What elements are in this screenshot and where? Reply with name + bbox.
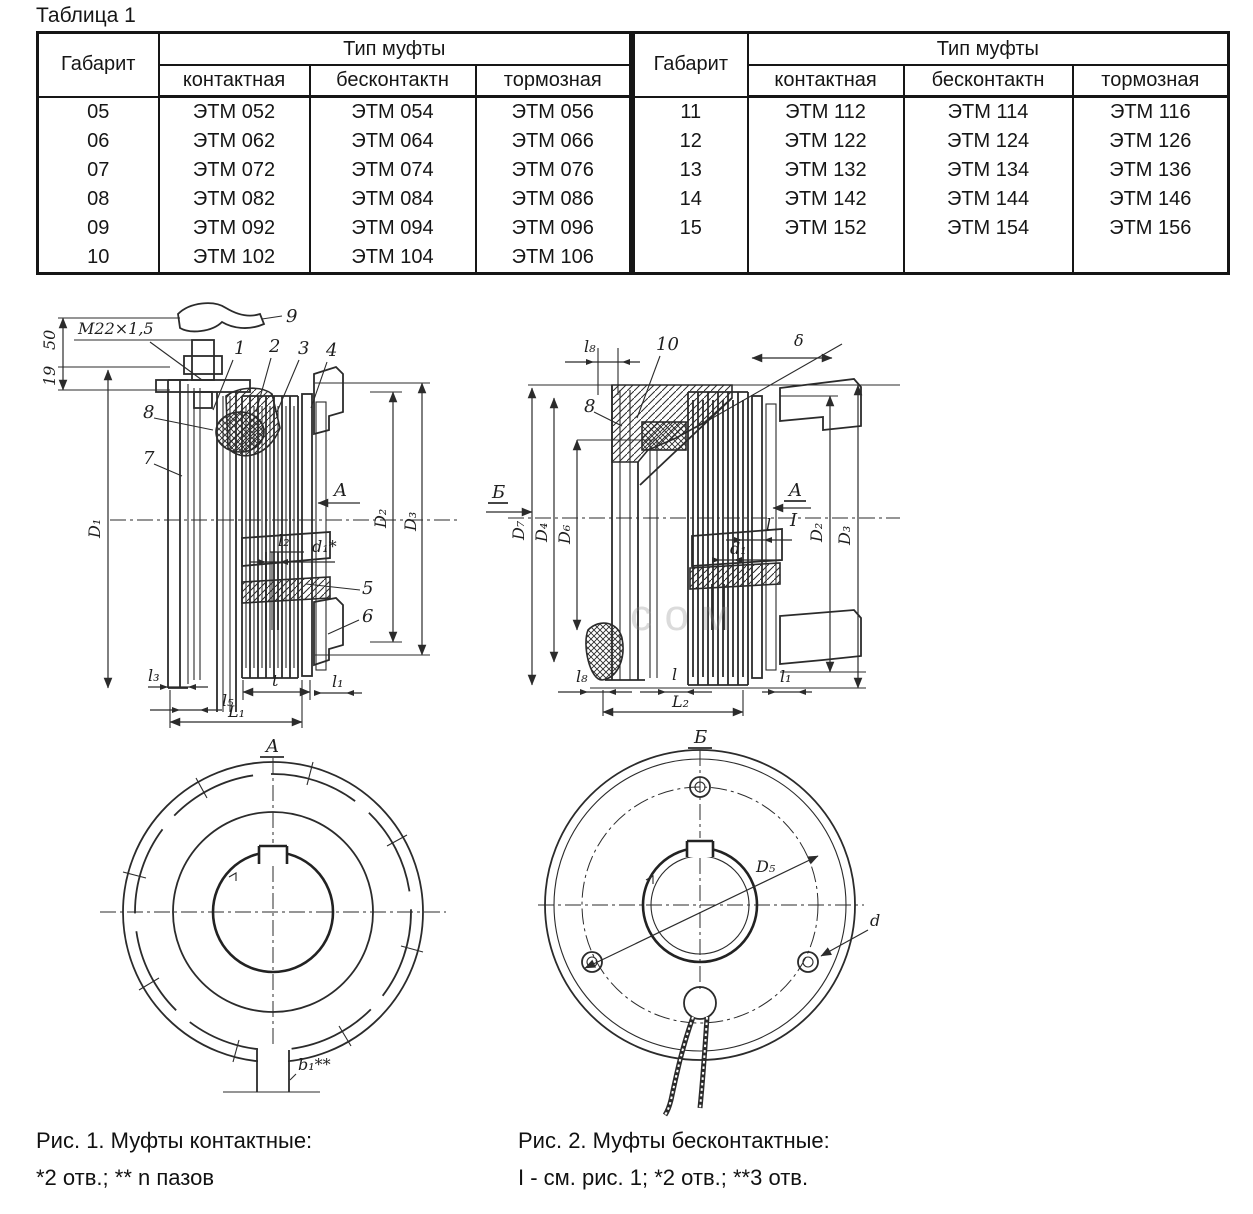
table-cell: ЭТМ 156 — [1073, 214, 1229, 243]
fig2-dim-D2: D₂ — [807, 522, 826, 542]
table-row — [38, 97, 631, 128]
fig1-callout-5: 5 — [362, 578, 374, 599]
col-header-gabarit: Габарит — [38, 33, 159, 97]
table-cell: 15 — [634, 214, 748, 243]
etm-table-right — [632, 31, 1230, 275]
table-cell: ЭТМ 136 — [1073, 156, 1229, 185]
fig1-thread-label: M22×1,5 — [78, 319, 154, 338]
figure-1-caption-line2: *2 отв.; ** n пазов — [36, 1165, 215, 1190]
table-cell: ЭТМ 154 — [904, 214, 1073, 243]
table-cell: ЭТМ 144 — [904, 185, 1073, 214]
fig2-dim-d: d — [870, 911, 881, 930]
fig1-dim-l3: l₃ — [148, 666, 160, 685]
fig1-callout-6: 6 — [362, 606, 374, 627]
fig2-callout-10: 10 — [656, 334, 679, 355]
table-row — [634, 97, 1229, 128]
fig1-callout-3: 3 — [298, 338, 310, 359]
fig2-dim-D6: D₆ — [555, 524, 574, 544]
table-cell: 14 — [634, 185, 748, 214]
watermark: сом — [630, 591, 744, 640]
table-row — [634, 185, 1229, 214]
table-cell: ЭТМ 104 — [310, 243, 476, 274]
fig2-dim-l-mid: l — [766, 515, 772, 534]
table-row — [38, 214, 631, 243]
fig1-view-a — [100, 736, 446, 1092]
col-header-type-group: Тип муфты — [748, 33, 1229, 66]
figure-1-caption-line1: Рис. 1. Муфты контактные: — [36, 1128, 313, 1153]
fig2-section-view — [486, 331, 900, 716]
fig1-dim-l1: l₁ — [332, 672, 344, 691]
table-row — [634, 127, 1229, 156]
fig1-dim-t: t — [272, 671, 279, 690]
fig1-dim-l2: l₂ — [278, 531, 290, 550]
figure-1-drawing — [30, 300, 470, 1115]
table-cell: ЭТМ 056 — [476, 97, 631, 128]
table-cell: ЭТМ 066 — [476, 127, 631, 156]
table-row — [634, 156, 1229, 185]
fig2-dim-D7: D₇ — [509, 520, 528, 540]
table-row — [38, 156, 631, 185]
fig2-view-b — [538, 727, 880, 1115]
table-row — [634, 214, 1229, 243]
fig1-callout-2: 2 — [269, 336, 281, 357]
fig2-view-b-label: Б — [694, 727, 708, 748]
table-row — [38, 243, 631, 274]
fig2-section-arrow-a: A — [789, 480, 802, 501]
table-cell — [748, 243, 904, 274]
fig1-dim-50: 50 — [40, 329, 59, 350]
table-cell: 11 — [634, 97, 748, 128]
table-cell: ЭТМ 074 — [310, 156, 476, 185]
fig1-callout-9: 9 — [286, 306, 298, 327]
fig1-section-arrow-a: A — [334, 480, 347, 501]
fig2-dim-D4: D₄ — [532, 522, 551, 542]
fig1-callout-8: 8 — [143, 402, 155, 423]
fig2-dim-L2: L₂ — [672, 692, 690, 711]
fig1-dim-D2: D₂ — [371, 508, 390, 528]
table-row — [634, 243, 1229, 274]
table-cell: ЭТМ 084 — [310, 185, 476, 214]
fig2-callout-8: 8 — [584, 396, 596, 417]
table-cell: 07 — [38, 156, 159, 185]
table-cell — [1073, 243, 1229, 274]
fig2-dim-l1: l₁ — [780, 667, 792, 686]
fig2-dim-l8-top: l₈ — [584, 337, 596, 356]
table-cell: ЭТМ 122 — [748, 127, 904, 156]
col-header-beskontaktn: бесконтактн — [310, 65, 476, 97]
table-row — [38, 127, 631, 156]
table-cell: ЭТМ 126 — [1073, 127, 1229, 156]
col-header-kontaktnaya: контактная — [159, 65, 310, 97]
table-cell: ЭТМ 134 — [904, 156, 1073, 185]
figure-2-caption — [518, 1122, 830, 1196]
table-cell: 06 — [38, 127, 159, 156]
table-cell: ЭТМ 124 — [904, 127, 1073, 156]
table-cell: ЭТМ 094 — [310, 214, 476, 243]
table-cell: ЭТМ 106 — [476, 243, 631, 274]
fig1-callout-1: 1 — [234, 338, 246, 359]
fig1-dim-D3: D₃ — [401, 511, 420, 531]
col-header-kontaktnaya: контактная — [748, 65, 904, 97]
table-cell: 10 — [38, 243, 159, 274]
fig1-view-a-label: A — [266, 736, 279, 757]
table-cell — [634, 243, 748, 274]
table-cell — [904, 243, 1073, 274]
table-cell: ЭТМ 152 — [748, 214, 904, 243]
table-cell: 05 — [38, 97, 159, 128]
table-cell: ЭТМ 064 — [310, 127, 476, 156]
fig1-dim-19: 19 — [40, 365, 59, 386]
table-cell: ЭТМ 062 — [159, 127, 310, 156]
etm-table-left — [36, 31, 632, 275]
etm-type-table — [36, 31, 1230, 275]
table-cell: ЭТМ 142 — [748, 185, 904, 214]
col-header-type-group: Тип муфты — [159, 33, 631, 66]
table-row — [38, 185, 631, 214]
table-cell: ЭТМ 092 — [159, 214, 310, 243]
fig2-dim-D3: D₃ — [835, 525, 854, 545]
fig1-section-view — [40, 303, 460, 728]
fig1-callout-7: 7 — [143, 448, 155, 469]
fig2-section-arrow-b: Б — [492, 482, 506, 503]
fig1-dim-D1: D₁ — [85, 518, 104, 538]
table-cell: ЭТМ 052 — [159, 97, 310, 128]
col-header-tormoznaya: тормозная — [476, 65, 631, 97]
table-cell: 12 — [634, 127, 748, 156]
table-cell: ЭТМ 076 — [476, 156, 631, 185]
table-cell: ЭТМ 096 — [476, 214, 631, 243]
fig2-dim-l-bot: l — [672, 665, 678, 684]
table-cell: ЭТМ 132 — [748, 156, 904, 185]
table-cell: ЭТМ 102 — [159, 243, 310, 274]
fig2-dim-d1: d₁ — [730, 539, 747, 558]
col-header-beskontaktn: бесконтактн — [904, 65, 1073, 97]
col-header-tormoznaya: тормозная — [1073, 65, 1229, 97]
table-cell: ЭТМ 146 — [1073, 185, 1229, 214]
table-cell: ЭТМ 114 — [904, 97, 1073, 128]
table-cell: ЭТМ 086 — [476, 185, 631, 214]
table-cell: ЭТМ 072 — [159, 156, 310, 185]
fig1-dim-d1star: d₁* — [312, 537, 337, 556]
table-cell: ЭТМ 054 — [310, 97, 476, 128]
col-header-gabarit: Габарит — [634, 33, 748, 97]
figure-2-caption-line2: I - см. рис. 1; *2 отв.; **3 отв. — [518, 1165, 809, 1190]
fig1-callout-4: 4 — [326, 340, 338, 361]
fig2-dim-delta: δ — [794, 331, 804, 350]
figure-2-drawing — [480, 300, 920, 1120]
table-cell: 13 — [634, 156, 748, 185]
fig1-dim-b1: b₁** — [298, 1055, 331, 1074]
table-cell: 09 — [38, 214, 159, 243]
fig2-detail-i: I — [790, 510, 798, 531]
table-cell: ЭТМ 082 — [159, 185, 310, 214]
figure-2-caption-line1: Рис. 2. Муфты бесконтактные: — [518, 1128, 830, 1153]
fig1-dim-l5: l₅ — [222, 691, 234, 710]
table-cell: 08 — [38, 185, 159, 214]
table-title: Таблица 1 — [36, 4, 136, 27]
fig2-dim-l8-bot: l₈ — [576, 667, 588, 686]
table-cell: ЭТМ 116 — [1073, 97, 1229, 128]
fig1-dim-L1: L₁ — [228, 702, 246, 721]
table-cell: ЭТМ 112 — [748, 97, 904, 128]
fig2-dim-D5: D₅ — [756, 857, 776, 876]
figure-1-caption — [36, 1122, 312, 1196]
